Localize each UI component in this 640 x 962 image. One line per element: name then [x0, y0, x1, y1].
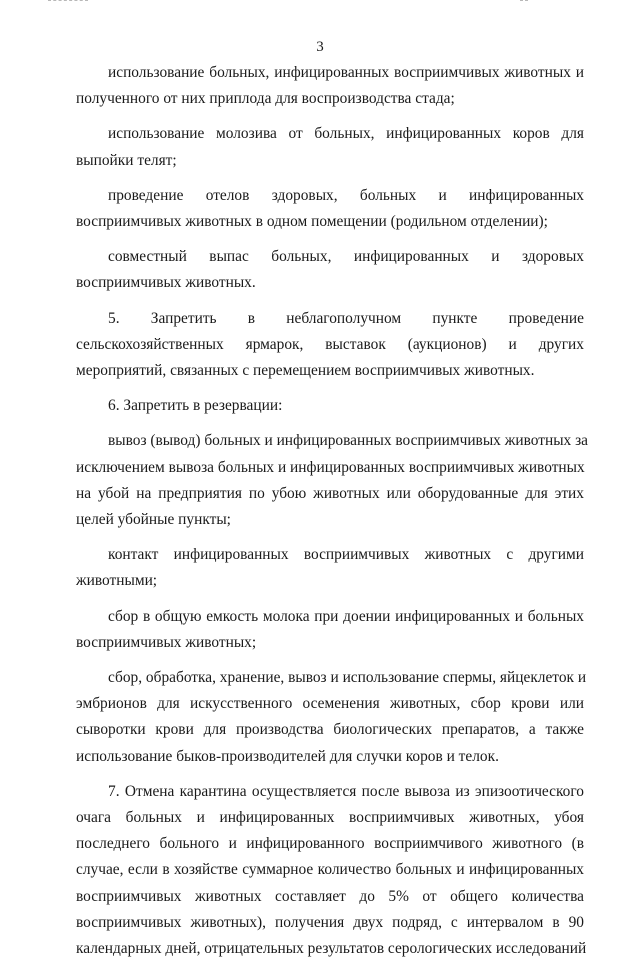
text-line: сыворотки крови для производства биологических препаратов, а также: [76, 721, 584, 739]
paragraph-gap: [76, 297, 584, 306]
text-line: эмбрионов для искусственного осеменения животных, сбор крови или: [76, 695, 584, 713]
text-line: календарных дней, отрицательных результатов серологических исследований: [76, 940, 587, 958]
text-line: выпойки телят;: [76, 151, 177, 169]
paragraph-gap: [76, 112, 584, 121]
text-line: восприимчивых животных;: [76, 633, 257, 651]
paragraph-gap: [76, 656, 584, 665]
text-line: сельскохозяйственных ярмарок, выставок (аукционов) и других: [76, 335, 584, 353]
document-body: [76, 60, 588, 962]
text-line: контакт инфицированных восприимчивых животных с другими: [108, 546, 584, 564]
text-line: 6. Запретить в резервации:: [108, 397, 283, 415]
paragraph-gap: [76, 419, 584, 428]
text-line: на убой на предприятия по убою животных или оборудованные для этих: [76, 484, 584, 502]
text-line: исключением вывоза больных и инфицированных восприимчивых животных: [76, 458, 585, 476]
scan-edge-mark: [48, 0, 88, 3]
text-line: сбор, обработка, хранение, вывоз и использование спермы, яйцеклеток и: [108, 669, 587, 687]
paragraph-gap: [76, 174, 584, 183]
paragraph: [76, 779, 587, 962]
text-line: восприимчивых животных.: [76, 274, 256, 292]
text-line: мероприятий, связанных с перемещением восприимчивых животных.: [76, 362, 535, 380]
scan-edge-mark: [520, 0, 528, 3]
text-line: восприимчивых животных), получения двух подряд, с интервалом в 90: [76, 913, 584, 931]
text-line: использование быков-производителей для случки коров и телок.: [76, 747, 499, 765]
page-number: 3: [316, 39, 324, 55]
paragraph: [76, 604, 584, 656]
text-line: совместный выпас больных, инфицированных и здоровых: [108, 248, 584, 266]
text-line: использование больных, инфицированных восприимчивых животных и: [108, 64, 584, 81]
text-line: животными;: [76, 572, 158, 590]
text-line: восприимчивых животных в одном помещении (родильном отделении);: [76, 213, 548, 231]
text-line: сбор в общую емкость молока при доении инфицированных и больных: [108, 607, 584, 625]
paragraph: [76, 393, 584, 419]
text-line: восприимчивых животных составляет до 5% от общего количества: [76, 887, 584, 905]
paragraph-gap: [76, 533, 584, 542]
text-line: вывоз (вывод) больных и инфицированных восприимчивых животных за: [108, 432, 588, 450]
paragraph: [76, 60, 584, 112]
text-line: 7. Отмена карантина осуществляется после вывоза из эпизоотического: [108, 782, 584, 800]
text-line: использование молозива от больных, инфицированных коров для: [108, 125, 584, 143]
text-line: проведение отелов здоровых, больных и инфицированных: [108, 186, 584, 204]
paragraph: [76, 244, 584, 296]
text-line: очага больных и инфицированных восприимчивых животных, убоя: [76, 809, 584, 827]
text-line: случае, если в хозяйстве суммарное количество больных и инфицированных: [76, 861, 584, 879]
paragraph: [76, 542, 584, 594]
paragraph: [76, 121, 584, 173]
paragraph: [76, 665, 587, 770]
paragraph: [76, 306, 584, 385]
text-line: целей убойные пункты;: [76, 511, 231, 529]
text-line: полученного от них приплода для воспроизводства стада;: [76, 90, 455, 108]
text-line: 5. Запретить в неблагополучном пункте проведение: [108, 309, 584, 327]
paragraph-gap: [76, 595, 584, 604]
paragraph-gap: [76, 384, 584, 393]
paragraph: [76, 183, 584, 235]
paragraph-gap: [76, 235, 584, 244]
text-line: последнего больного и инфицированного восприимчивого животного (в: [76, 835, 584, 853]
paragraph-gap: [76, 770, 584, 779]
paragraph: [76, 428, 588, 533]
